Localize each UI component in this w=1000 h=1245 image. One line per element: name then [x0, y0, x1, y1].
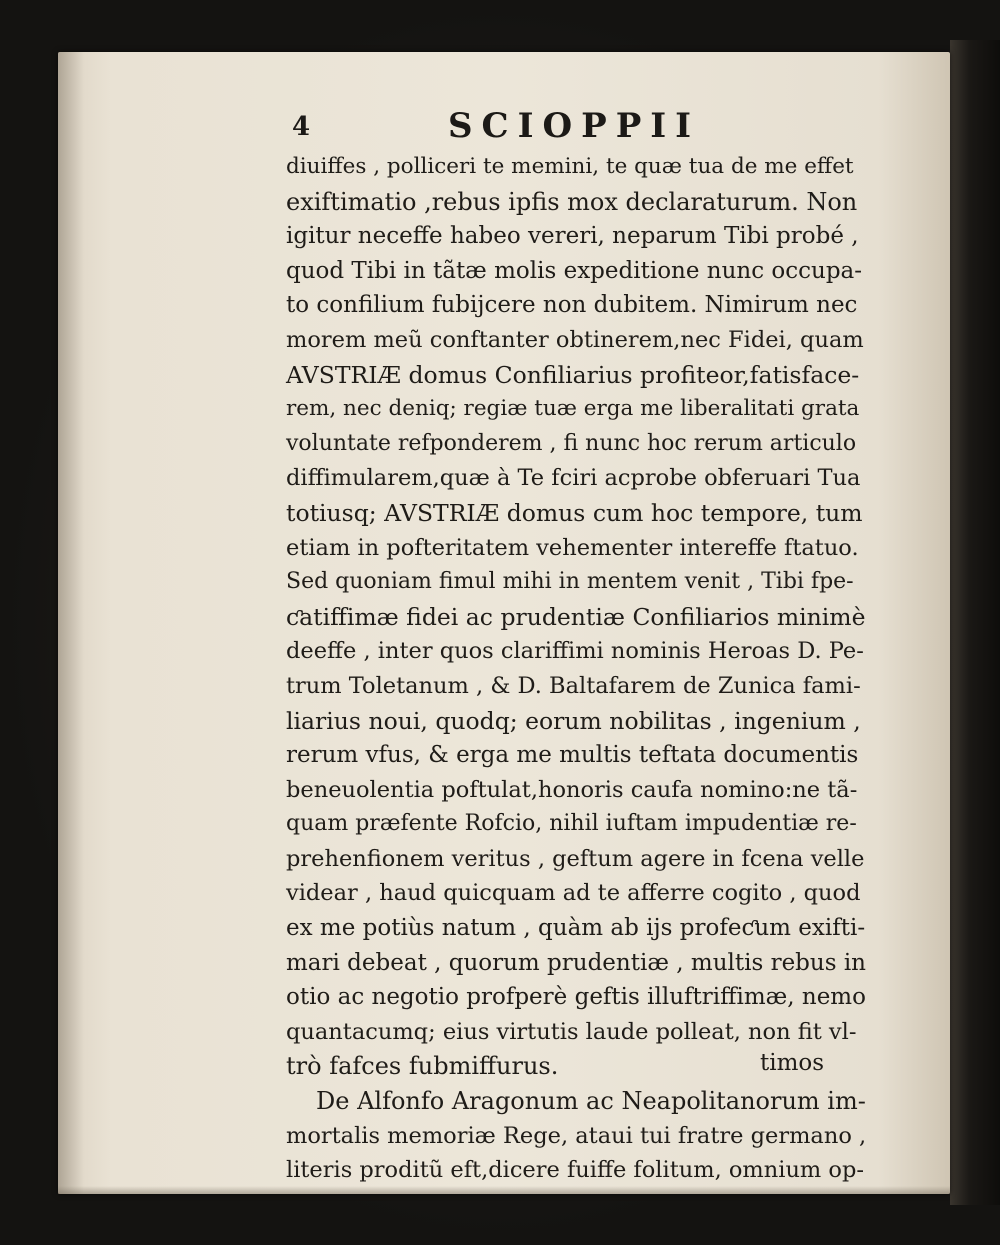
- text-line: quod Tibi in tãtæ molis expeditione nunc occupa-: [286, 257, 863, 284]
- text-line: deeffe , inter quos clariffimi nominis Heroas D. Pe-: [286, 638, 864, 665]
- page-gutter-shadow: [58, 52, 84, 1194]
- text-line: liarius noui, quodq; eorum nobilitas , ingenium ,: [286, 706, 861, 735]
- text-line: videar , haud quicquam ad te afferre cogito , quod: [286, 880, 861, 907]
- text-line: prehenfionem veritus , geftum agere in fcena velle: [286, 845, 865, 872]
- text-line: Sed quoniam fimul mihi in mentem venit , Tibi fpe-: [286, 569, 854, 595]
- catchword: timos: [760, 1050, 825, 1076]
- text-line: otio ac negotio profperè geftis illuftriffimæ, nemo: [286, 984, 866, 1011]
- text-line: rem, nec deniq; regiæ tuæ erga me liberalitati grata: [286, 396, 860, 422]
- text-line: diffimularem,quæ à Te fciri acprobe obferuari Tua: [286, 465, 861, 492]
- text-line: etiam in pofteritatem vehementer intereffe ftatuo.: [286, 534, 859, 561]
- text-line: quantacumq; eius virtutis laude polleat, non fit vl-: [286, 1018, 857, 1045]
- text-line: ex me potiùs natum , quàm ab ijs profeƈum exifti-: [286, 915, 866, 942]
- text-line: mortalis memoriæ Rege, ataui tui fratre germano ,: [286, 1122, 867, 1149]
- text-line: quam præfente Rofcio, nihil iuftam impudentiæ re-: [286, 811, 857, 837]
- page-number: 4: [292, 112, 311, 142]
- text-line: trò fafces fubmiffurus.: [286, 1052, 559, 1081]
- text-line: AVSTRIÆ domus Confiliarius profiteor,fatisface-: [286, 360, 860, 389]
- text-line: voluntate refponderem , fi nunc hoc rerum articulo: [286, 430, 857, 456]
- text-line: literis proditũ eft,dicere fuiffe folitum, omnium op-: [286, 1157, 864, 1184]
- text-line: igitur neceffe habeo vereri, neparum Tibi probé ,: [286, 223, 859, 250]
- book-binding-edge: [950, 40, 1000, 1205]
- text-line: diuiffes , polliceri te memini, te quæ tua de me effet: [286, 154, 854, 179]
- text-line: exiftimatio ,rebus ipfis mox declaraturum. Non: [286, 187, 858, 216]
- text-line: morem meũ conftanter obtinerem,nec Fidei, quam: [286, 326, 864, 353]
- text-line: trum Toletanum , & D. Baltafarem de Zunica fami-: [286, 672, 861, 699]
- text-line: rerum vfus, & erga me multis teftata documentis: [286, 742, 859, 769]
- text-line: totiusq; AVSTRIÆ domus cum hoc tempore, tum: [286, 498, 863, 527]
- body-text: [286, 150, 866, 1188]
- running-head: SCIOPPII: [448, 106, 701, 146]
- text-line: beneuolentia poftulat,honoris caufa nomino:ne tã-: [286, 776, 858, 803]
- text-line: ƈatiffimæ fidei ac prudentiæ Confiliarios minimè: [286, 602, 866, 631]
- text-line: De Alfonfo Aragonum ac Neapolitanorum im-: [316, 1087, 866, 1116]
- text-line: to confilium fubijcere non dubitem. Nimirum nec: [286, 292, 858, 319]
- text-line: mari debeat , quorum prudentiæ , multis rebus in: [286, 949, 866, 976]
